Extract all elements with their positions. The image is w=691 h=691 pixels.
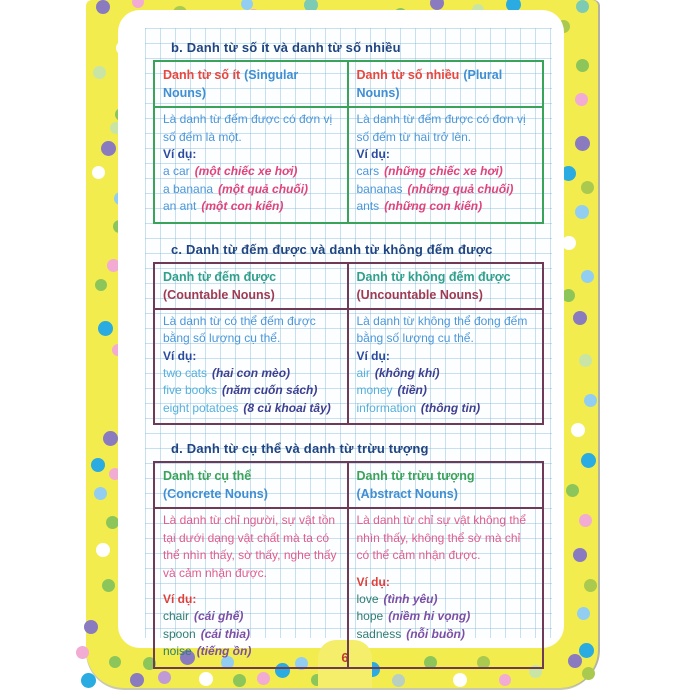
nouns-table [153, 60, 544, 224]
definition-text: Là danh từ chỉ sự vật không thể nhìn thấy, không thể sờ mà chỉ có thể cảm nhận được. [356, 513, 527, 563]
grid-paper [145, 28, 552, 659]
nouns-table [153, 461, 544, 668]
header-title: Danh từ số nhiều [356, 68, 460, 82]
example-line: hope (niềm hi vọng) [356, 609, 471, 624]
example-line: air (không khí) [356, 366, 440, 381]
decor-dot [581, 270, 594, 283]
decor-dot [575, 205, 589, 219]
header-subtitle: (Plural Nouns) [356, 68, 503, 101]
example-label: Ví dụ: [356, 147, 390, 162]
table-header-cell [155, 463, 349, 509]
section-singular-plural [153, 40, 544, 224]
definition-text: Là danh từ chỉ người, sự vật tồn tại dưới dạng vật chất mà ta có thể nhìn thấy, sờ thấy, nghe thấy và cảm nhận được. [163, 513, 337, 580]
decor-dot [575, 93, 588, 106]
header-subtitle: (Singular Nouns) [163, 68, 299, 101]
example-label: Ví dụ: [356, 574, 390, 589]
example-line: a car (một chiếc xe hơi) [163, 164, 298, 179]
decor-dot [233, 674, 246, 687]
decor-dot [453, 673, 467, 687]
example-line: noise (tiếng ồn) [163, 644, 252, 659]
example-line: spoon (cái thìa) [163, 626, 251, 641]
example-line: chair (cái ghế) [163, 609, 244, 624]
section-countable-uncountable [153, 242, 544, 426]
table-body-cell [155, 108, 349, 221]
definition-text: Là danh từ đếm được có đơn vị số đếm là một. [163, 112, 333, 144]
decor-dot [91, 458, 105, 472]
table-body-cell [349, 509, 543, 666]
example-label: Ví dụ: [356, 348, 390, 363]
decor-dot [106, 516, 119, 529]
decor-dot [94, 487, 107, 500]
table-header-cell [349, 62, 543, 108]
section-heading: d. Danh từ cụ thể và danh từ trừu tượng [171, 441, 429, 457]
decor-dot [257, 672, 270, 685]
definition-text: Là danh từ không thể đong đếm bằng số lượng cụ thể. [356, 313, 528, 346]
table-header-cell [155, 62, 349, 108]
example-line: a banana (một quả chuối) [163, 181, 309, 196]
decor-dot [577, 607, 590, 620]
table-body-cell [155, 509, 349, 666]
example-line: money (tiền) [356, 383, 427, 398]
header-title: Danh từ không đếm được [356, 269, 511, 284]
decor-dot [132, 0, 144, 8]
decor-dot [93, 66, 106, 79]
decor-dot [499, 674, 511, 686]
decor-dot [573, 548, 587, 562]
nouns-table [153, 262, 544, 426]
example-line: information (thông tin) [356, 400, 481, 415]
section-heading: b. Danh từ số ít và danh từ số nhiều [171, 40, 401, 55]
decor-dot [103, 431, 118, 446]
header-title: Danh từ đếm được [163, 269, 277, 284]
page-number: 6 [341, 650, 349, 665]
header-subtitle: (Abstract Nouns) [356, 487, 458, 502]
example-label: Ví dụ: [163, 147, 197, 162]
header-title: Danh từ cụ thể [163, 469, 252, 484]
decor-dot [584, 394, 597, 407]
decor-dot [76, 646, 89, 659]
decor-dot [130, 673, 144, 687]
header-title: Danh từ trừu tượng [356, 469, 475, 484]
decor-dot [566, 484, 579, 497]
decor-dot [430, 0, 444, 10]
example-line: two cats (hai con mèo) [163, 366, 291, 381]
table-header-cell [349, 463, 543, 509]
decor-dot [392, 674, 405, 687]
decor-dot [109, 656, 121, 668]
decor-dot [102, 579, 115, 592]
definition-text: Là danh từ đếm được có đơn vị số đếm từ hai trở lên. [356, 112, 526, 144]
example-line: cars (những chiếc xe hơi) [356, 164, 503, 179]
decor-dot [158, 671, 171, 684]
decor-dot [96, 543, 110, 557]
example-label: Ví dụ: [163, 592, 197, 606]
decor-dot [568, 654, 582, 668]
table-header-cell [349, 264, 543, 310]
decor-dot [576, 59, 589, 72]
decor-dot [101, 141, 116, 156]
decor-dot [575, 136, 590, 151]
example-line: sadness (nỗi buồn) [356, 626, 465, 641]
decor-dot [582, 667, 595, 680]
header-subtitle: (Countable Nouns) [163, 287, 275, 302]
table-body-cell [349, 310, 543, 423]
header-subtitle: (Concrete Nouns) [163, 487, 268, 502]
section-concrete-abstract [153, 441, 544, 668]
decor-dot [579, 514, 592, 527]
decor-dot [199, 672, 213, 686]
example-line: bananas (những quả chuối) [356, 181, 514, 196]
decor-dot [581, 181, 594, 194]
table-body-cell [349, 108, 543, 221]
decor-dot [84, 620, 98, 634]
decor-dot [581, 453, 596, 468]
example-line: an ant (một con kiến) [163, 199, 284, 214]
decor-dot [95, 279, 107, 291]
table-header-cell [155, 264, 349, 310]
header-subtitle: (Uncountable Nouns) [356, 287, 483, 302]
table-body-cell [155, 310, 349, 423]
decor-dot [579, 643, 594, 658]
decor-dot [573, 311, 587, 325]
decor-dot [98, 321, 113, 336]
section-heading: c. Danh từ đếm được và danh từ không đếm được [171, 241, 493, 257]
decor-dot [576, 0, 589, 13]
decor-dot [562, 236, 576, 250]
decor-dot [92, 166, 105, 179]
decor-dot [571, 423, 585, 437]
definition-text: Là danh từ có thể đếm được bằng số lượng cụ thể. [163, 313, 316, 346]
example-line: five books (năm cuốn sách) [163, 383, 318, 398]
decor-dot [579, 354, 592, 367]
header-title: Danh từ số ít [163, 68, 241, 82]
example-label: Ví dụ: [163, 348, 197, 363]
decor-dot [81, 673, 96, 688]
example-line: love (tình yêu) [356, 592, 438, 606]
example-line: ants (những con kiến) [356, 199, 483, 214]
decor-dot [584, 579, 597, 592]
decor-dot [96, 0, 110, 14]
page-frame [86, 0, 598, 688]
example-line: eight potatoes (8 củ khoai tây) [163, 400, 331, 415]
